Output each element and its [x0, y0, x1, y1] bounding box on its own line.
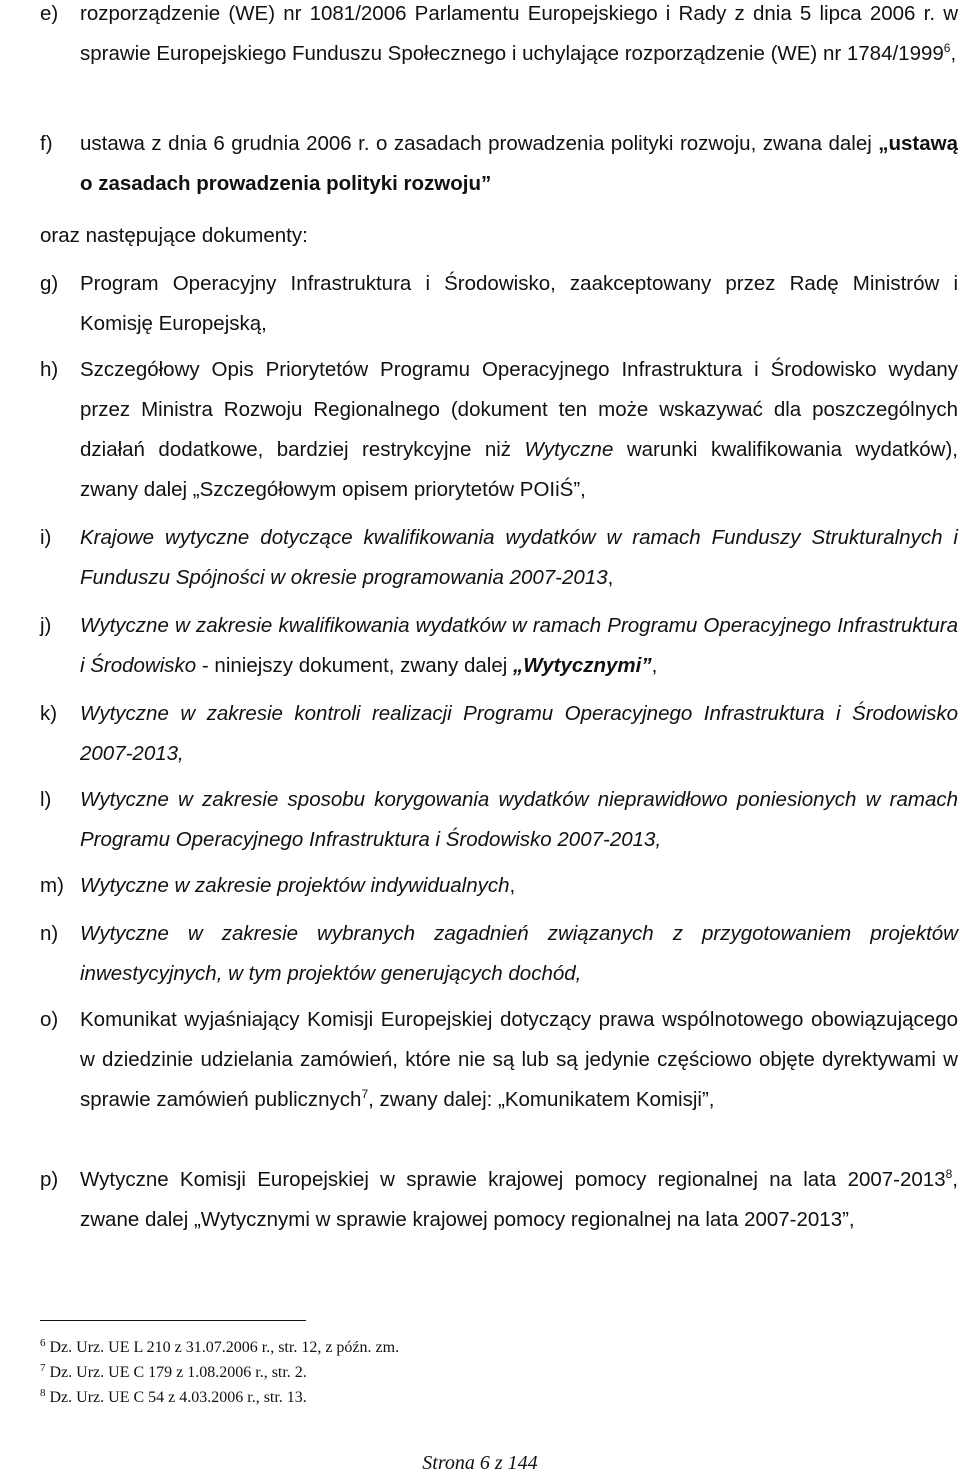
- item-label: m): [40, 874, 64, 897]
- footnote: $^7$ Dz. Urz. UE C 179 z 1.08.2006 r., str. 2.: [40, 1362, 307, 1381]
- item-label: j): [40, 614, 52, 637]
- item-label: p): [40, 1168, 59, 1191]
- defined-term: „Wytycznymi”: [512, 654, 652, 677]
- footnote-divider: [40, 1320, 306, 1321]
- item-label: l): [40, 788, 52, 811]
- item-text: Wytyczne w zakresie projektów indywidualnych,: [80, 874, 516, 897]
- list-item-f: [40, 124, 958, 204]
- page-number: Strona 6 z 144: [422, 1452, 538, 1474]
- item-text: Wytyczne Komisji Europejskiej w sprawie krajowej pomocy regionalnej na lata 2007-2013$^8$, zwane dalej „Wytycznymi w sprawie krajowej pomocy regionalnej na lata 2007-2013”,: [80, 1167, 958, 1231]
- item-label: o): [40, 1008, 59, 1031]
- item-text: Krajowe wytyczne dotyczące kwalifikowania wydatków w ramach Funduszy Strukturalnych i Funduszu Spójności w okresie programowania 2007-2013,: [80, 526, 958, 589]
- item-text: Wytyczne w zakresie kontroli realizacji Programu Operacyjnego Infrastruktura i Środowisko 2007-2013,: [80, 702, 958, 765]
- list-item-k: [40, 694, 958, 774]
- item-text: Wytyczne w zakresie kwalifikowania wydatków w ramach Programu Operacyjnego Infrastruktura i Środowisko - niniejszy dokument, zwany dalej „Wytycznymi”,: [80, 614, 958, 677]
- list-item-j: [40, 606, 958, 686]
- list-item-p: [40, 1160, 958, 1240]
- list-item-n: [40, 914, 958, 994]
- list-item-h: [40, 350, 958, 510]
- list-item-e: [40, 0, 958, 74]
- item-text: Wytyczne w zakresie sposobu korygowania wydatków nieprawidłowo poniesionych w ramach Programu Operacyjnego Infrastruktura i Środowisko 2007-2013,: [80, 788, 958, 851]
- footnote-ref: 6: [943, 41, 951, 55]
- list-item-i: [40, 518, 958, 598]
- item-text: ustawa z dnia 6 grudnia 2006 r. o zasadach prowadzenia polityki rozwoju, zwana dalej „ustawą o zasadach prowadzenia polityki rozwoju”: [80, 132, 958, 195]
- item-text: Komunikat wyjaśniający Komisji Europejskiej dotyczący prawa wspólnotowego obowiązującego w dziedzinie udzielania zamówień, które nie są lub są jedynie częściowo objęte dyrektywami w sprawie zamówień publicznych$^7$, zwany dalej: „Komunikatem Komisji”,: [80, 1008, 958, 1111]
- defined-term: „ustawą o zasadach prowadzenia polityki rozwoju”: [80, 132, 958, 195]
- footnote-ref: 8: [945, 1167, 953, 1181]
- item-text: Wytyczne w zakresie wybranych zagadnień związanych z przygotowaniem projektów inwestycyjnych, w tym projektów generujących dochód,: [80, 922, 958, 985]
- item-label: n): [40, 922, 59, 945]
- list-item-o: [40, 1000, 958, 1120]
- item-text: Program Operacyjny Infrastruktura i Środowisko, zaakceptowany przez Radę Ministrów i Komisję Europejską,: [80, 272, 958, 335]
- list-item-g: [40, 264, 958, 344]
- item-label: k): [40, 702, 58, 725]
- footnote-ref: 7: [361, 1087, 369, 1101]
- item-label: e): [40, 2, 59, 25]
- list-item-l: [40, 780, 958, 860]
- item-label: i): [40, 526, 52, 549]
- list-item-m: [40, 866, 958, 906]
- item-text: rozporządzenie (WE) nr 1081/2006 Parlamentu Europejskiego i Rady z dnia 5 lipca 2006 r. w sprawie Europejskiego Funduszu Społecznego i uchylające rozporządzenie (WE) nr 1784/1999$^6$,: [80, 2, 958, 65]
- item-label: h): [40, 358, 59, 381]
- intro-text: oraz następujące dokumenty:: [40, 224, 308, 247]
- footnote: $^6$ Dz. Urz. UE L 210 z 31.07.2006 r., str. 12, z późn. zm.: [40, 1337, 400, 1356]
- item-label: g): [40, 272, 59, 295]
- item-label: f): [40, 132, 53, 155]
- item-text: Szczegółowy Opis Priorytetów Programu Operacyjnego Infrastruktura i Środowisko wydany przez Ministra Rozwoju Regionalnego (dokument ten może wskazywać dla poszczególnych działań dodatkowe, bardziej restrykcyjne niż Wytyczne warunki kwalifikowania wydatków), zwany dalej „Szczegółowym opisem priorytetów POIiŚ”,: [80, 358, 958, 501]
- footnote: $^8$ Dz. Urz. UE C 54 z 4.03.2006 r., str. 13.: [40, 1387, 307, 1406]
